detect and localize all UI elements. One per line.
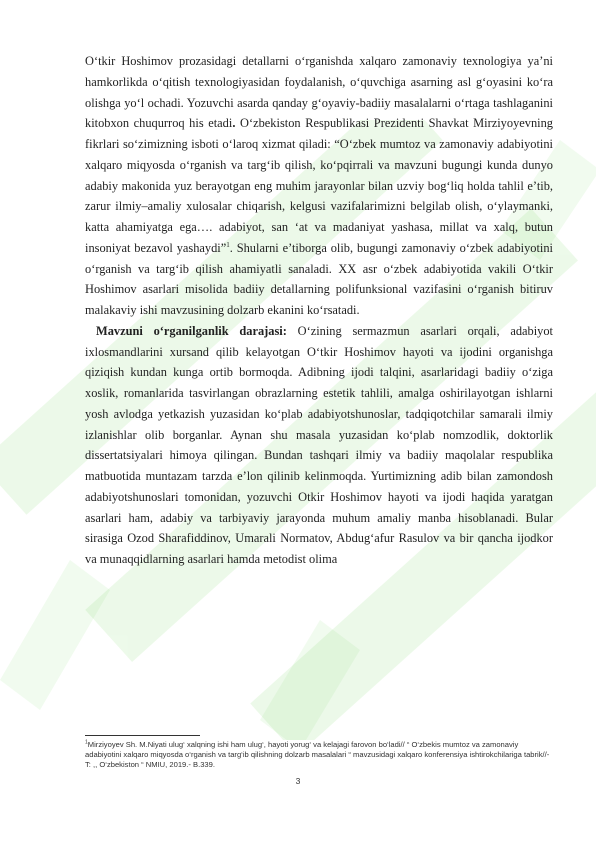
- paragraph-text: O‘zbekiston Respublikasi Prezidenti Shavkat Mirziyoyevning fikrlari so‘zimizning isboti o‘laroq xizmat qiladi: “O‘zbek mumtoz va zamonaviy adabiyotini xalqaro miqyosda o‘rganish va targ‘ib qilish, ko‘pqirrali va mavzuni bugungi kunda dunyo adabiy makonida yuz berayotgan eng muhim jarayonlar bilan uzviy bog‘liq holda tahlil e’tib, zarur ilmiy–amaliy xulosalar chiqarish, kelgusi vazifalarimizni belgilab olish, o‘ylaymanki, katta ahamiyatga ega…. adabiyot, san ‘at va madaniyat yashasa, millat va xalq, butun insoniyat bezavol yashaydi”: [85, 116, 553, 255]
- paragraph: [85, 321, 553, 570]
- footnote-reference[interactable]: 1: [226, 240, 230, 249]
- paragraph-text: . Shularni e’tiborga olib, bugungi zamonaviy o‘zbek adabiyotini o‘rganish va targ‘ib qilish ahamiyatli sanaladi. XX asr o‘zbek adabiyotida vakili O‘tkir Hoshimov asarlari misolida badiiy detallarning polifunksional vazifasini o‘rganish bitiruv malakaviy ishi mavzusining dolzarb ekanini ko‘rsatadi.: [85, 240, 553, 317]
- paragraph-text: O‘zining sermazmun asarlari orqali, adabiyot ixlosmandlarini xursand qilib kelayotgan O‘tkir Hoshimov hayoti va ijodini organishga qiziqish kundan kunga ortib bormoqda. Adibning ijodi talqini, asarlaridagi badiiy o‘ziga xoslik, romanlarida tasvirlangan obrazlarning estetik tahlili, amalga oshirilayotgan ishlarni yosh avlodga yetkazish yuzasidan ko‘plab adabiyotshunoslar, tadqiqotchilar samarali ilmiy izlanishlar olib borganlar. Aynan shu masala yuzasidan ko‘plab nomzodlik, doktorlik dissertatsiyalari himoya qilingan. Bundan tashqari ilmiy va badiiy maqolalar respublika matbuotida muntazam tarzda e’lon qilinib kelinmoqda. Yurtimizning adib bilan zamondosh adabiyotshunoslari tomonidan, yozuvchi Otkir Hoshimov hayoti va ijodi haqida yaratgan asarlari ham, adabiy va tarbiyaviy jarayonda muhum amaliy manba hisoblanadi. Bular sirasiga Ozod Sharafiddinov, Umarali Normatov, Abdug‘afur Rasulov va bir qancha ijodkor va munaqqidlarning asarlari hamda metodist olima: [85, 323, 553, 566]
- page-number: 3: [295, 776, 301, 786]
- footnote-number: 1: [85, 739, 88, 746]
- body-text: [85, 51, 553, 570]
- bold-period: .: [232, 116, 236, 131]
- watermark-shape: [260, 620, 360, 740]
- footnote-divider: [85, 735, 200, 736]
- section-heading: Mavzuni o‘rganilganlik darajasi:: [96, 323, 287, 338]
- paragraph-text: O‘tkir Hoshimov prozasidagi detallarni o‘rganishda xalqaro zamonaviy texnologiya ya’ni hamkorlikda o‘qitish texnologiyasidan foydalanish, o‘quvchiga asarning asl g‘oyasini ko‘ra olishga yo‘l ochadi. Yozuvchi asarda qanday g‘oyaviy-badiiy masalalarni o‘rtaga tashlaganini kitobxon chuqurroq his etadi: [85, 54, 553, 131]
- footnote-text: Mirziyoyev Sh. M.Niyati ulug‘ xalqning ishi ham ulug‘, hayoti yorug‘ va kelajagi farovon bo‘ladi// “ O‘zbekis mumtoz va zamonaviy adabiyotini xalqaro miqyosda o‘rganish va targ‘ib qilishning dolzarb masalalari “ mavzusidagi xalqaro konferensiya ishtirokchilariga tabrik//- T: ,, O‘zbekiston “ NMIU, 2019.- B.339.: [85, 740, 550, 770]
- paragraph: [85, 51, 553, 321]
- watermark-shape: [0, 560, 110, 710]
- footnote: [85, 740, 555, 771]
